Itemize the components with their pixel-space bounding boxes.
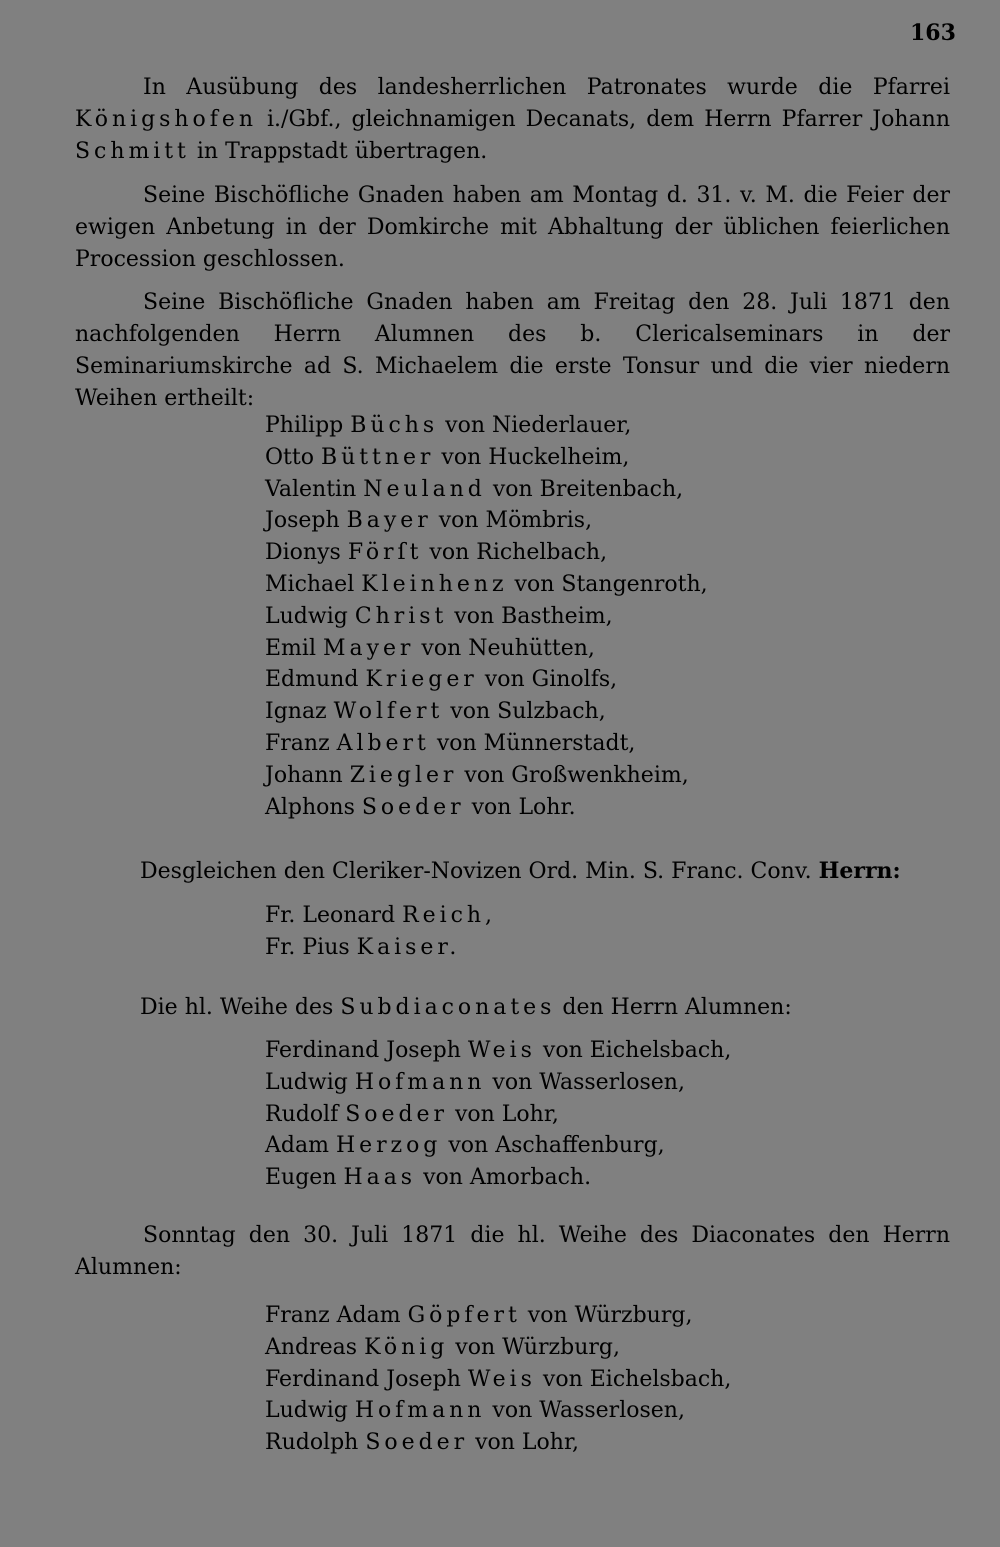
tonsur-list: [265, 410, 708, 823]
list-item: Fr. Leonard Reich,: [265, 903, 496, 928]
list-item: Valentin Neuland von Breitenbach,: [265, 476, 684, 502]
page-number: 163: [910, 20, 956, 46]
paragraph-patronat: [75, 72, 950, 168]
subdiaconat-list: [265, 1035, 731, 1194]
list-item: Ferdinand Joseph Weis von Eichelsbach,: [265, 1366, 732, 1392]
novizen-list: [265, 900, 496, 964]
list-item: Ferdinand Joseph Weis von Eichelsbach,: [265, 1038, 732, 1063]
list-item: Otto Büttner von Huckelheim,: [265, 444, 630, 470]
list-item: Emil Mayer von Neuhütten,: [265, 635, 595, 661]
text-segment: In Ausübung des landesherrlichen Patronates wurde die Pfarrei: [143, 75, 950, 100]
person-name-spaced: Schmitt: [75, 139, 190, 164]
list-item: Philipp Büchs von Niederlauer,: [265, 413, 632, 438]
list-item: Johann Ziegler von Großwenkheim,: [265, 762, 689, 788]
heading-novizen: Desgleichen den Cleriker-Novizen Ord. Min. S. Franc. Conv. Herrn:: [140, 858, 901, 884]
heading-subdiaconat: Die hl. Weihe des Subdiaconates den Herrn Alumnen:: [140, 995, 792, 1020]
list-item: Ludwig Hofmann von Wasserlosen,: [265, 1069, 685, 1095]
list-item: Andreas König von Würzburg,: [265, 1334, 620, 1360]
text-segment: in Trappstadt übertragen.: [189, 139, 488, 164]
list-item: Fr. Pius Kaiser.: [265, 934, 461, 960]
list-item: Ludwig Christ von Bastheim,: [265, 603, 613, 629]
list-item: Eugen Haas von Amorbach.: [265, 1165, 592, 1191]
list-item: Dionys Förſt von Richelbach,: [265, 540, 608, 566]
list-item: Ignaz Wolfert von Sulzbach,: [265, 699, 606, 725]
list-item: Franz Adam Göpfert von Würzburg,: [265, 1303, 693, 1328]
list-item: Franz Albert von Münnerstadt,: [265, 730, 636, 756]
list-item: Rudolf Soeder von Lohr,: [265, 1101, 559, 1127]
list-item: Ludwig Hofmann von Wasserlosen,: [265, 1398, 685, 1424]
diaconat-list: [265, 1300, 731, 1459]
list-item: Michael Kleinhenz von Stangenroth,: [265, 571, 708, 597]
list-item: Rudolph Soeder von Lohr,: [265, 1430, 580, 1456]
list-item: Edmund Krieger von Ginolfs,: [265, 667, 618, 693]
list-item: Joseph Bayer von Mömbris,: [265, 508, 593, 534]
paragraph-anbetung: Seine Bischöfliche Gnaden haben am Montag d. 31. v. M. die Feier der ewigen Anbetung in der Domkirche mit Abhaltung der üblichen feierlichen Procession geschlossen.: [75, 183, 950, 272]
list-item: Adam Herzog von Aschaffenburg,: [265, 1133, 665, 1159]
list-item: Alphons Soeder von Lohr.: [265, 794, 576, 820]
paragraph-diaconat: Sonntag den 30. Juli 1871 die hl. Weihe des Diaconates den Herrn Alumnen:: [75, 1223, 950, 1280]
text-segment: i./Gbf., gleichnamigen Decanats, dem Herrn Pfarrer Johann: [256, 107, 950, 132]
paragraph-tonsur: Seine Bischöfliche Gnaden haben am Freitag den 28. Juli 1871 den nachfolgenden Herrn Alumnen des b. Clericalseminars in der Seminariumskirche ad S. Michaelem die erste Tonsur und die vier niedern Weihen ertheilt:: [75, 290, 950, 411]
place-name-spaced: Königshofen: [75, 107, 257, 132]
